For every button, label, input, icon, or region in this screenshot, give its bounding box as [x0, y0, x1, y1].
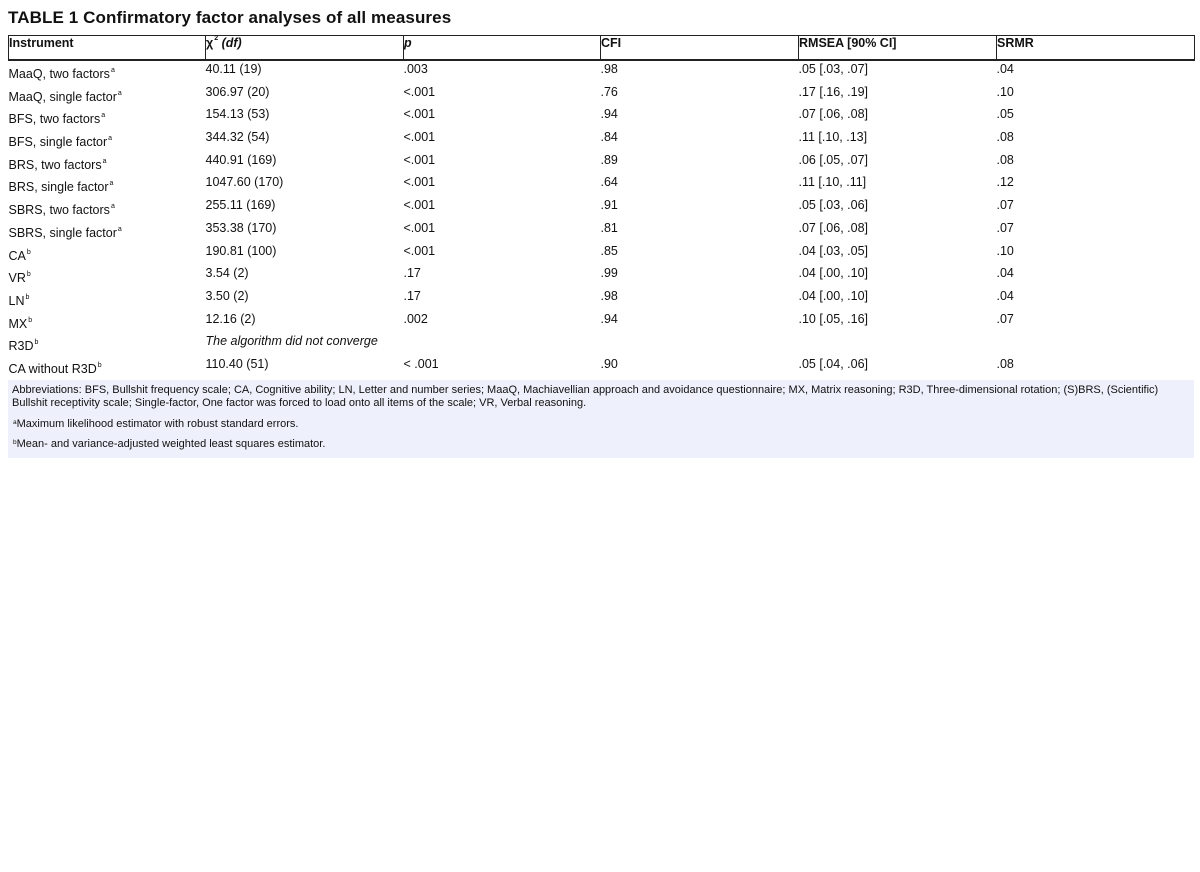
instrument-superscript: b	[25, 293, 30, 301]
instrument-superscript: a	[102, 157, 107, 165]
instrument-label: CA	[8, 248, 26, 263]
cell-instrument	[9, 152, 206, 175]
cell-cfi: .89	[600, 152, 618, 167]
instrument-label: R3D	[8, 339, 34, 354]
cell-instrument	[9, 106, 206, 129]
cell-chi: 190.81 (100)	[205, 243, 277, 258]
cell-cfi: .85	[600, 243, 618, 258]
table-row	[9, 311, 1195, 334]
cell-p: .003	[403, 62, 428, 76]
cell-chi: 344.32 (54)	[205, 130, 270, 145]
cell-cfi: .84	[600, 130, 618, 145]
abbreviations-note: Abbreviations: BFS, Bullshit frequency scale; CA, Cognitive ability; LN, Letter and number series; MaaQ, Machiavellian approach and avoidance questionnaire; MX, Matrix reasoning; R3D, Three-dimensional rotation; (S)BRS, (Scientific) Bullshit receptivity scale; Single-factor, One factor was forced to load onto all items of the scale; VR, Verbal reasoning.	[12, 383, 1159, 410]
instrument-superscript: a	[108, 135, 113, 143]
cell-instrument	[9, 220, 206, 243]
cell-cfi: .91	[600, 198, 618, 213]
instrument-label: CA without R3D	[8, 361, 97, 376]
cell-srmr: .04	[996, 62, 1014, 76]
header-instrument: Instrument	[9, 36, 206, 61]
instrument-label: BFS, single factor	[8, 135, 108, 150]
chi-df-label: (df)	[221, 36, 242, 50]
cell-chi: 1047.60 (170)	[205, 175, 284, 190]
instrument-label: BRS, single factor	[8, 180, 109, 195]
header-row	[9, 36, 1195, 61]
cell-cfi: .90	[600, 356, 618, 371]
cell-rmsea: .07 [.06, .08]	[798, 107, 868, 122]
chi-symbol: χ	[206, 36, 214, 50]
cell-instrument	[9, 333, 206, 356]
cell-instrument	[9, 174, 206, 197]
footnote-a-marker: a	[13, 418, 17, 426]
cell-p: <.001	[403, 220, 436, 235]
cell-chi: 40.11 (19)	[205, 62, 262, 76]
cell-srmr: .05	[996, 107, 1014, 122]
instrument-superscript: b	[26, 271, 31, 279]
cell-instrument	[9, 243, 206, 266]
instrument-label: SBRS, single factor	[8, 225, 117, 240]
instrument-superscript: b	[28, 316, 33, 324]
cell-chi: 12.16 (2)	[205, 311, 256, 326]
cell-rmsea: .10 [.05, .16]	[798, 311, 868, 326]
footnote-b-text: Mean- and variance-adjusted weighted least squares estimator.	[16, 438, 326, 451]
cell-cfi: .98	[600, 62, 618, 76]
footnote-a-text: Maximum likelihood estimator with robust standard errors.	[16, 417, 299, 430]
footnote-b	[12, 438, 1190, 452]
instrument-label: BRS, two factors	[8, 157, 102, 172]
cell-p: .002	[403, 311, 428, 326]
cell-cfi: .98	[600, 288, 618, 303]
cell-rmsea: .04 [.03, .05]	[798, 243, 868, 258]
footnote-b-marker: b	[13, 439, 17, 447]
cell-instrument	[9, 265, 206, 288]
cell-rmsea: .11 [.10, .13]	[798, 130, 868, 145]
cell-p: <.001	[403, 107, 436, 122]
instrument-superscript: a	[117, 225, 122, 233]
cell-srmr: .04	[996, 288, 1014, 303]
table-title: TABLE 1 Confirmatory factor analyses of all measures	[8, 8, 452, 27]
instrument-superscript: b	[34, 339, 39, 347]
cell-rmsea: .07 [.06, .08]	[798, 220, 868, 235]
cell-srmr: .10	[996, 84, 1014, 99]
table-row	[9, 333, 1195, 356]
chi-superscript: 2	[214, 35, 219, 42]
cell-cfi: .76	[600, 84, 618, 99]
cell-p: < .001	[403, 356, 439, 371]
cell-srmr: .10	[996, 243, 1014, 258]
header-chi-square	[206, 36, 404, 61]
instrument-superscript: a	[117, 89, 122, 97]
cell-instrument	[9, 356, 206, 379]
table-row	[9, 288, 1195, 311]
header-cfi: CFI	[601, 36, 799, 61]
instrument-label: MX	[8, 316, 28, 331]
cell-srmr: .12	[996, 175, 1014, 190]
cell-instrument	[9, 129, 206, 152]
cell-instrument	[9, 288, 206, 311]
header-srmr: SRMR	[997, 36, 1195, 61]
table-row	[9, 152, 1195, 175]
cell-cfi: .94	[600, 311, 618, 326]
cell-p: .17	[403, 288, 421, 303]
table-row	[9, 129, 1195, 152]
cell-cfi: .64	[600, 175, 618, 190]
cell-p: <.001	[403, 243, 436, 258]
cell-p: <.001	[403, 175, 436, 190]
instrument-label: MaaQ, two factors	[8, 67, 110, 81]
table-row	[9, 106, 1195, 129]
cell-srmr: .08	[996, 130, 1014, 145]
cell-srmr: .07	[996, 220, 1014, 235]
cell-rmsea: .05 [.04, .06]	[798, 356, 868, 371]
cell-rmsea: .06 [.05, .07]	[798, 152, 868, 167]
cell-chi: 353.38 (170)	[205, 220, 277, 235]
cell-p: .17	[403, 266, 421, 281]
cell-p: <.001	[403, 84, 436, 99]
cell-cfi: .94	[600, 107, 618, 122]
cell-p: <.001	[403, 130, 436, 145]
cell-srmr: .08	[996, 152, 1014, 167]
instrument-label: VR	[8, 271, 26, 286]
cell-chi: 3.50 (2)	[205, 288, 249, 303]
instrument-label: MaaQ, single factor	[8, 89, 117, 104]
instrument-superscript: b	[97, 361, 102, 369]
cell-instrument	[9, 197, 206, 220]
table-row	[9, 197, 1195, 220]
cell-srmr: .07	[996, 198, 1014, 213]
cell-chi: 154.13 (53)	[205, 107, 270, 122]
table-row	[9, 220, 1195, 243]
cell-rmsea: .17 [.16, .19]	[798, 84, 868, 99]
cell-rmsea: .11 [.10, .11]	[798, 175, 867, 190]
cell-srmr: .04	[996, 266, 1014, 281]
cell-chi: 306.97 (20)	[205, 84, 270, 99]
table-row	[9, 356, 1195, 379]
instrument-superscript: a	[101, 112, 106, 120]
cell-p: <.001	[403, 198, 436, 213]
cell-note: The algorithm did not converge	[205, 334, 378, 349]
instrument-superscript: a	[110, 67, 115, 74]
cell-chi: 255.11 (169)	[205, 198, 276, 213]
cell-instrument	[9, 60, 206, 84]
cell-srmr: .08	[996, 356, 1014, 371]
cell-rmsea: .05 [.03, .07]	[798, 62, 868, 76]
instrument-label: BFS, two factors	[8, 112, 101, 127]
cell-rmsea: .04 [.00, .10]	[798, 288, 868, 303]
cell-chi: 3.54 (2)	[205, 266, 249, 281]
instrument-superscript: b	[26, 248, 31, 256]
cell-srmr: .07	[996, 311, 1014, 326]
header-p: p	[404, 36, 601, 61]
cell-instrument	[9, 84, 206, 107]
table-row	[9, 243, 1195, 266]
table-notes	[8, 380, 1194, 458]
cell-instrument	[9, 311, 206, 334]
table-row	[9, 174, 1195, 197]
cell-rmsea: .04 [.00, .10]	[798, 266, 868, 281]
cell-rmsea: .05 [.03, .06]	[798, 198, 868, 213]
table-row	[9, 265, 1195, 288]
instrument-superscript: a	[110, 203, 115, 211]
footnote-a	[12, 418, 1190, 432]
table-row	[9, 60, 1195, 84]
instrument-label: SBRS, two factors	[8, 203, 110, 218]
header-rmsea: RMSEA [90% CI]	[799, 36, 997, 61]
cfa-table	[8, 35, 1195, 379]
table-row	[9, 84, 1195, 107]
instrument-superscript: a	[109, 180, 114, 188]
cell-cfi: .81	[600, 220, 618, 235]
cell-chi: 110.40 (51)	[205, 356, 269, 371]
cell-cfi: .99	[600, 266, 618, 281]
cell-chi: 440.91 (169)	[205, 152, 277, 167]
table-page	[8, 6, 1194, 458]
instrument-label: LN	[8, 293, 25, 308]
cell-p: <.001	[403, 152, 436, 167]
